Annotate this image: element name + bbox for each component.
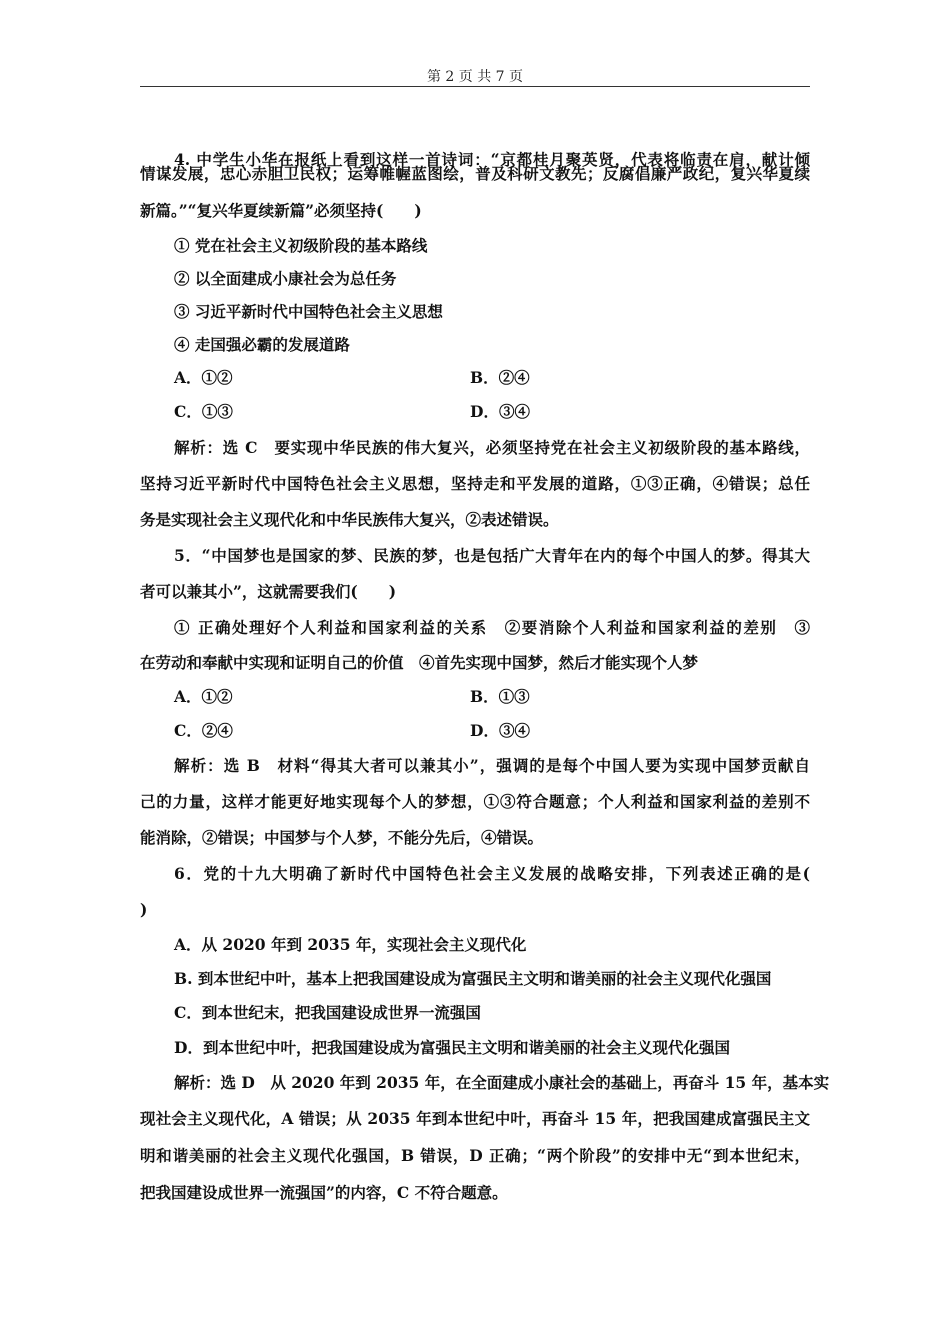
q6-option-a: A．从 2020 年到 2035 年，实现社会主义现代化 [174,935,527,954]
q4-stem-line: 4. 中学生小华在报纸上看到这样一首诗词：“京都桂月聚英贤，代表将临责在肩，献计倾 [174,150,810,169]
q5-stem-line-1: 5．“中国梦也是国家的梦、民族的梦，也是包括广大青年在内的每个中国人的梦。得其大 [174,546,810,565]
q4-option-a: A．①② [174,368,233,387]
q5-items-line-1: ① 正确处理好个人利益和国家利益的关系 ②要消除个人利益和国家利益的差别 ③ [174,618,810,637]
q5-option-d: D．③④ [470,721,530,740]
q6-analysis-line-3: 明和谐美丽的社会主义现代化强国，B 错误，D 正确；“两个阶段”的安排中无“到本世纪末， [140,1146,810,1165]
q6-option-b: B. 到本世纪中叶，基本上把我国建设成为富强民主文明和谐美丽的社会主义现代化强国 [174,969,772,988]
q4-item-3: ③ 习近平新时代中国特色社会主义思想 [174,302,443,321]
q4-analysis-line-3: 务是实现社会主义现代化和中华民族伟大复兴，②表述错误。 [140,510,559,529]
q5-option-a: A．①② [174,687,233,706]
q6-analysis-line-2: 现社会主义现代化，A 错误；从 2035 年到本世纪中叶，再奋斗 15 年，把我国建成富强民主文 [140,1109,810,1128]
q4-option-b: B．②④ [470,368,530,387]
q5-items-line-2: 在劳动和奉献中实现和证明自己的价值 ④首先实现中国梦，然后才能实现个人梦 [140,653,699,672]
q4-item-2: ② 以全面建成小康社会为总任务 [174,269,397,288]
q4-item-4: ④ 走国强必霸的发展道路 [174,335,350,354]
q4-option-c: C．①③ [174,402,233,421]
q6-option-d: D．到本世纪中叶，把我国建设成为富强民主文明和谐美丽的社会主义现代化强国 [174,1038,730,1057]
q5-option-c: C．②④ [174,721,233,740]
header-rule [140,86,810,87]
q5-option-b: B．①③ [470,687,530,706]
q4-stem-line-3: 新篇。”“复兴华夏续新篇”必须坚持( ) [140,201,422,220]
q6-analysis-line-4: 把我国建设成世界一流强国”的内容，C 不符合题意。 [140,1183,508,1202]
q5-stem-line-2: 者可以兼其小”，这就需要我们( ) [140,582,397,601]
q5-analysis-line-3: 能消除，②错误；中国梦与个人梦，不能分先后，④错误。 [140,828,544,847]
q4-stem-line-2: 情谋发展，忠心赤胆卫民权；运筹帷幄蓝图绘，普及科研文教先；反腐倡廉严政纪，复兴华夏续 [140,164,810,183]
q5-analysis-line-2: 己的力量，这样才能更好地实现每个人的梦想，①③符合题意；个人利益和国家利益的差别不 [140,792,810,811]
q4-analysis-line-1: 解析：选 C 要实现中华民族的伟大复兴，必须坚持党在社会主义初级阶段的基本路线， [174,438,810,457]
q6-stem-line-2: ) [140,900,148,919]
q5-analysis-line-1: 解析：选 B 材料“得其大者可以兼其小”，强调的是每个中国人要为实现中国梦贡献自 [174,756,810,775]
q6-option-c: C．到本世纪末，把我国建设成世界一流强国 [174,1003,481,1022]
q4-option-d: D．③④ [470,402,530,421]
page-header: 第 2 页 共 7 页 [426,69,524,85]
q6-analysis-line-1: 解析：选 D 从 2020 年到 2035 年，在全面建成小康社会的基础上，再奋斗 15 年，基本实 [174,1073,830,1092]
q4-item-1: ① 党在社会主义初级阶段的基本路线 [174,236,428,255]
q6-stem-line-1: 6．党的十九大明确了新时代中国特色社会主义发展的战略安排，下列表述正确的是( [174,864,810,883]
q4-analysis-line-2: 坚持习近平新时代中国特色社会主义思想，坚持走和平发展的道路，①③正确，④错误；总任 [140,474,810,493]
